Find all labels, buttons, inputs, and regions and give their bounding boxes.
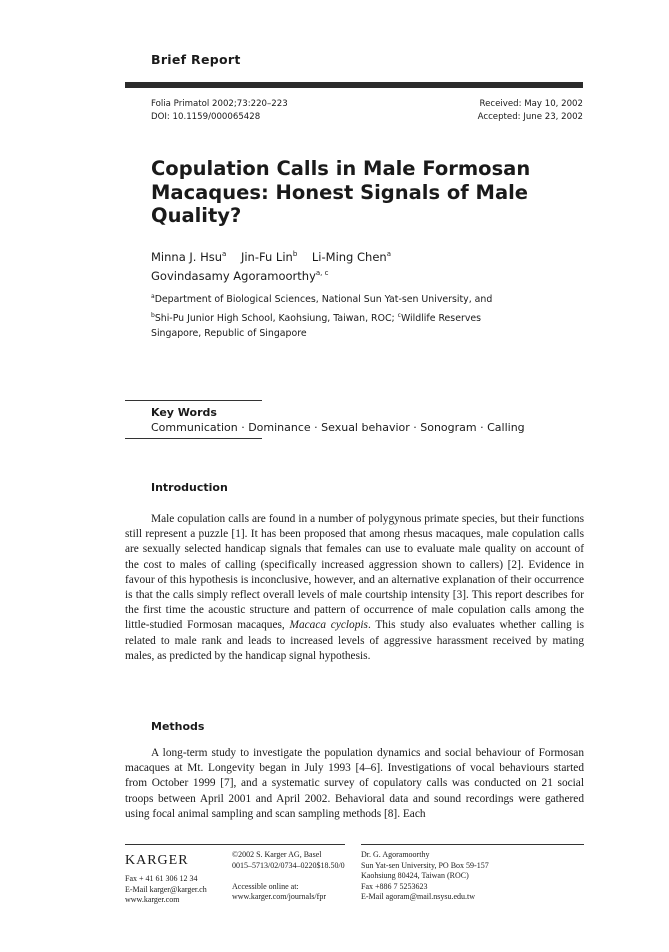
- contact-address: Kaohsiung 80424, Taiwan (ROC): [361, 871, 469, 880]
- author-name: Jin-Fu Lin: [240, 249, 293, 264]
- paragraph-text: Male copulation calls are found in a number of polygynous primate species, but their functions still represent a puzzle [1]. It has been proposed that among rhesus macaques, male copulation calls are sexually selected handicap signals that females can use to evaluate male quality on account of the cost to males of calling (specifically increased aggression shown to callers) [2]. Evidence in favour of this hypothesis is inconclusive, however, and an alternative explanation of their occurrence is that the calls simply reflect overall levels of male courtship intensity [3]. This report describes for the first time the acoustic structure and pattern of occurrence of male copulation calls among the little-studied Formosan macaques,: [125, 513, 584, 632]
- publisher-email[interactable]: E-Mail karger@karger.ch: [125, 884, 207, 894]
- introduction-paragraph: [125, 512, 584, 664]
- affiliation-text: Department of Biological Sciences, National Sun Yat-sen University, and: [154, 294, 493, 306]
- author-sup: a, c: [315, 268, 329, 277]
- keywords-heading: Key Words: [151, 406, 217, 419]
- keywords-list: Communication · Dominance · Sexual behavior · Sonogram · Calling: [151, 421, 525, 434]
- section-label: Brief Report: [151, 52, 241, 67]
- introduction-heading: Introduction: [151, 481, 228, 494]
- journal-reference: Folia Primatol 2002;73:220–223: [151, 99, 288, 109]
- copyright-block: [232, 850, 345, 903]
- author-name: Minna J. Hsu: [151, 249, 223, 264]
- keywords-rule: [125, 400, 262, 401]
- contact-address: Sun Yat-sen University, PO Box 59-157: [361, 860, 489, 870]
- online-url[interactable]: www.karger.com/journals/fpr: [232, 892, 326, 901]
- affiliation-sup: a: [151, 293, 155, 300]
- publisher-logo: KARGER: [125, 853, 189, 868]
- header-rule: [125, 82, 583, 88]
- contact-email[interactable]: E-Mail agoram@mail.nsysu.edu.tw: [361, 892, 476, 901]
- accepted-date: Accepted: June 23, 2002: [477, 112, 583, 122]
- author-sup: b: [292, 250, 298, 258]
- affiliation-text: Shi-Pu Junior High School, Kaohsiung, Taiwan, ROC;: [154, 312, 395, 324]
- affiliation-text: Singapore, Republic of Singapore: [151, 328, 307, 340]
- title-line: Macaques: Honest Signals of Male: [151, 180, 529, 204]
- affiliations: [151, 289, 561, 342]
- author-sup: a: [386, 250, 391, 258]
- correspondence-block: [361, 850, 489, 903]
- methods-paragraph: A long-term study to investigate the population dynamics and social behaviour of Formosan macaques at Mt. Longevity began in July 1993 [4–6]. Investigations of vocal behaviours started from October 1999 [7], and a systematic survey of copulatory calls was conducted on 21 social troops between April 2001 and April 2002. Behavioral data and sound recordings were gathered using focal animal sampling and scan sampling methods [8]. Each: [125, 747, 584, 820]
- affiliation-text: Wildlife Reserves: [400, 312, 482, 324]
- publisher-fax: Fax + 41 61 306 12 34: [125, 874, 198, 883]
- affiliation-sup: b: [151, 311, 155, 319]
- article-title: [151, 157, 561, 228]
- article-meta-left: [151, 98, 288, 124]
- title-line: Copulation Calls in Male Formosan: [151, 157, 531, 180]
- article-meta-right: [420, 98, 583, 124]
- footer-rule: [361, 844, 584, 845]
- online-label: Accessible online at:: [232, 881, 299, 891]
- species-name: Macaca cyclopis: [289, 619, 368, 632]
- author-sup: a: [222, 250, 227, 258]
- paragraph-text: . This study also evaluates whether calling is related to male rank and leads to increased levels of aggressive harassment received by mating males, as predicted by the handicap signal hypothesis.: [125, 619, 584, 662]
- title-line: Quality?: [151, 204, 242, 227]
- methods-heading: Methods: [151, 720, 205, 733]
- author-list: [151, 246, 391, 284]
- copyright: ©2002 S. Karger AG, Basel: [232, 850, 322, 859]
- contact-name: Dr. G. Agoramoorthy: [361, 850, 430, 859]
- footer-rule: [125, 844, 345, 845]
- affiliation-sup: c: [397, 311, 401, 319]
- publisher-website[interactable]: www.karger.com: [125, 895, 180, 904]
- issn: 0015–5713/02/0734–0220$18.50/0: [232, 860, 345, 870]
- doi: DOI: 10.1159/000065428: [151, 112, 261, 122]
- author-name: Govindasamy Agoramoorthy: [151, 268, 316, 283]
- keywords-rule: [125, 438, 262, 439]
- received-date: Received: May 10, 2002: [479, 99, 583, 109]
- author-name: Li-Ming Chen: [311, 249, 387, 264]
- publisher-contact: [125, 874, 207, 906]
- contact-fax: Fax +886 7 5253623: [361, 881, 428, 891]
